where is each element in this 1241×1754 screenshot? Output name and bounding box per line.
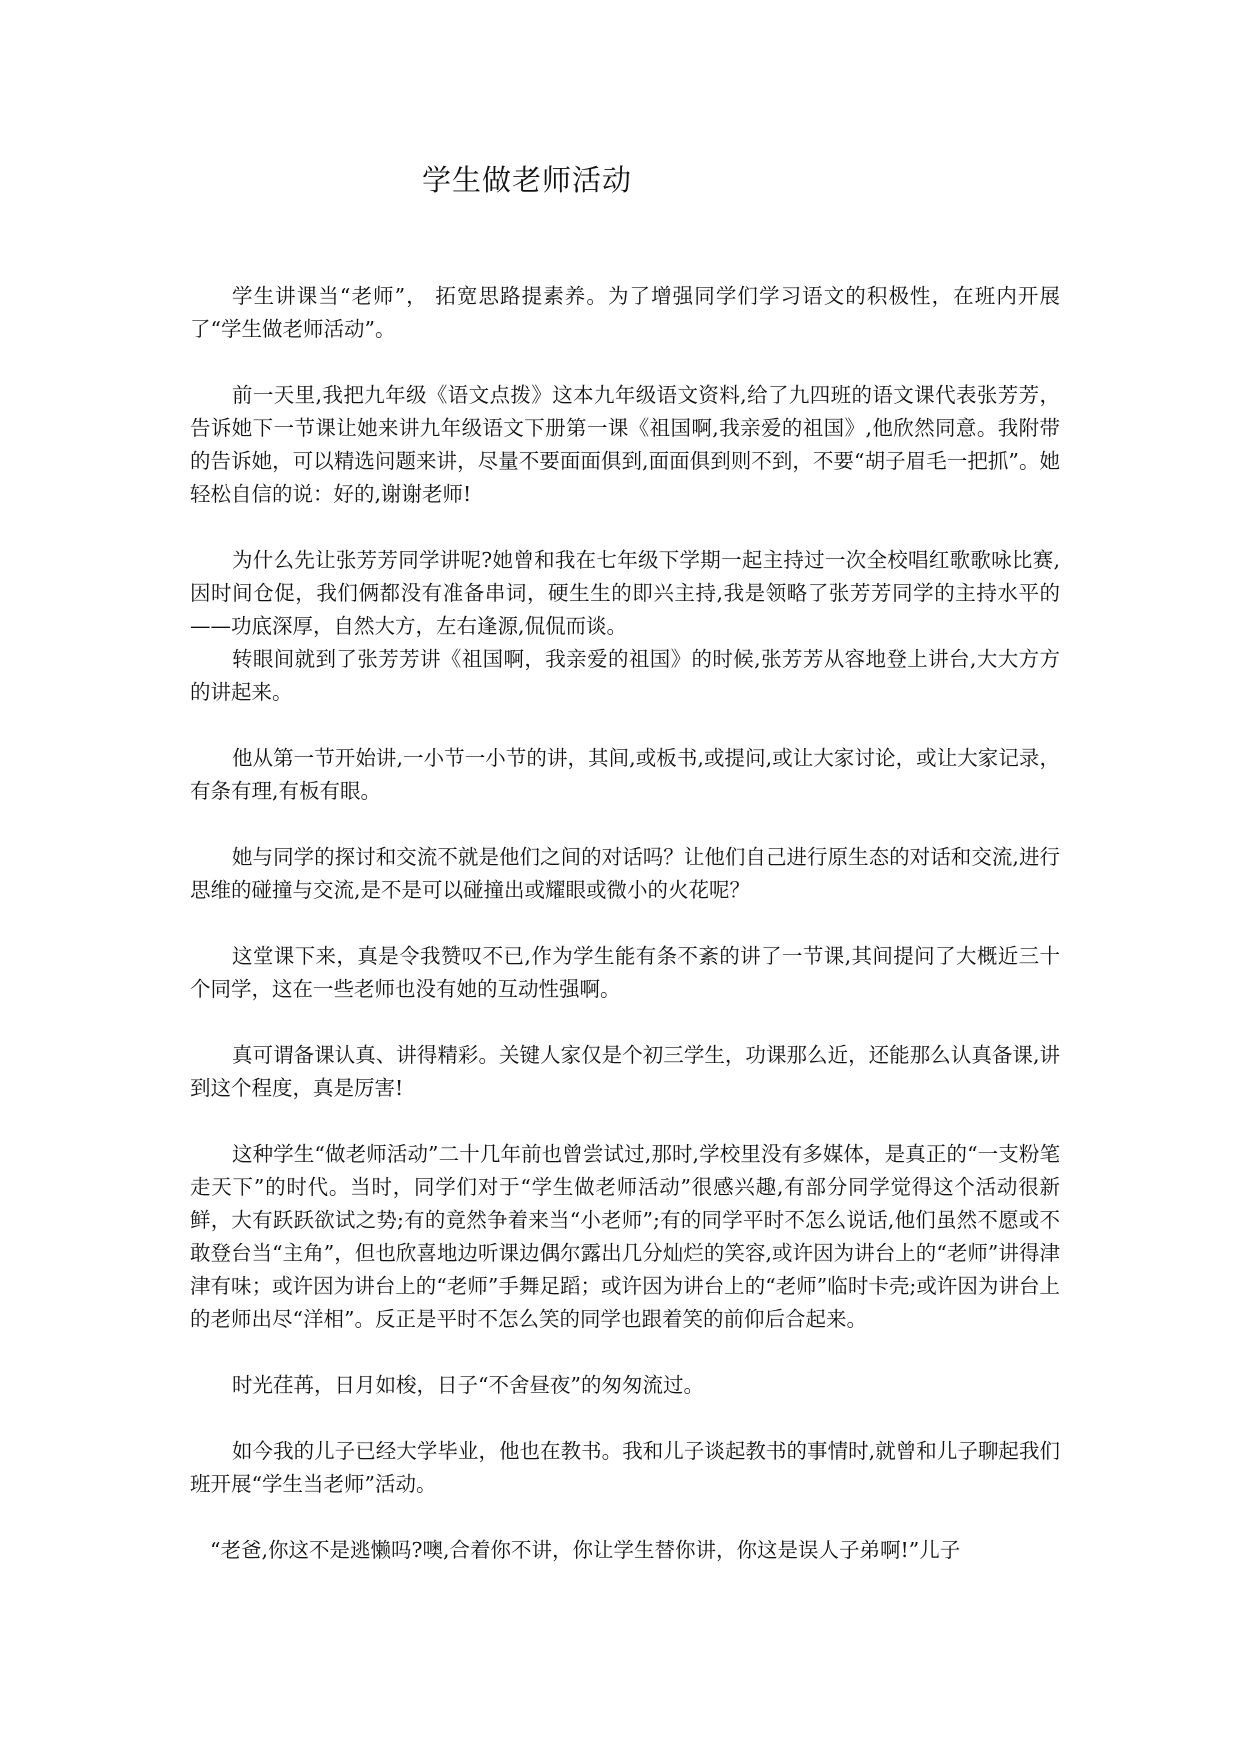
paragraph-10: 时光荏苒，日月如梭，日子“不舍昼夜”的匆匆流过。 — [232, 1373, 704, 1397]
paragraph-5: 他从第一节开始讲,一小节一小节的讲，其间,或板书,或提问,或让大家讨论，或让大家记录，有条有理,有板有眼。 — [190, 746, 1060, 803]
paragraph-4: 转眼间就到了张芳芳讲《祖国啊，我亲爱的祖国》的时候,张芳芳从容地登上讲台,大大方方的讲起来。 — [190, 647, 1060, 704]
paragraph-9: 这种学生“做老师活动”二十几年前也曾尝试过,那时,学校里没有多媒体，是真正的“一支粉笔走天下”的时代。当时，同学们对于“学生做老师活动”很感兴趣,有部分同学觉得这个活动很新鲜，大有跃跃欲试之势;有的竟然争着来当“小老师”;有的同学平时不怎么说话,他们虽然不愿或不敢登台当“主角”，但也欣喜地边听课边偶尔露出几分灿烂的笑容,或许因为讲台上的“老师”讲得津津有味；或许因为讲台上的“老师”手舞足蹈；或许因为讲台上的“老师”临时卡壳;或许因为讲台上的老师出尽“洋相”。反正是平时不怎么笑的同学也跟着笑的前仰后合起来。 — [190, 1142, 1060, 1331]
paragraph-7: 这堂课下来，真是令我赞叹不已,作为学生能有条不紊的讲了一节课,其间提问了大概近三十个同学，这在一些老师也没有她的互动性强啊。 — [190, 944, 1060, 1001]
paragraph-2: 前一天里,我把九年级《语文点拨》这本九年级语文资料,给了九四班的语文课代表张芳芳，告诉她下一节课让她来讲九年级语文下册第一课《祖国啊,我亲爱的祖国》,他欣然同意。我附带的告诉她，可以精选问题来讲，尽量不要面面俱到,面面俱到则不到，不要“胡子眉毛一把抓”。她轻松自信的说：好的,谢谢老师! — [190, 383, 1060, 506]
paragraph-8: 真可谓备课认真、讲得精彩。关键人家仅是个初三学生，功课那么近，还能那么认真备课,讲到这个程度，真是厉害! — [190, 1043, 1060, 1100]
paragraph-1: 学生讲课当“老师”， 拓宽思路提素养。为了增强同学们学习语文的积极性，在班内开展了“学生做老师活动”。 — [190, 284, 1060, 341]
document-title: 学生做老师活动 — [422, 163, 633, 197]
paragraph-11: 如今我的儿子已经大学毕业，他也在教书。我和儿子谈起教书的事情时,就曾和儿子聊起我们班开展“学生当老师”活动。 — [190, 1439, 1060, 1496]
document-body — [190, 280, 1060, 1567]
paragraph-6: 她与同学的探讨和交流不就是他们之间的对话吗？让他们自己进行原生态的对话和交流,进行思维的碰撞与交流,是不是可以碰撞出或耀眼或微小的火花呢？ — [190, 845, 1060, 902]
paragraph-12: “老爸,你这不是逃懒吗?噢,合着你不讲，你让学生替你讲，你这是误人子弟啊!”儿子 — [210, 1538, 961, 1562]
paragraph-3: 为什么先让张芳芳同学讲呢?她曾和我在七年级下学期一起主持过一次全校唱红歌歌咏比赛,因时间仓促，我们俩都没有准备串词，硬生生的即兴主持,我是领略了张芳芳同学的主持水平的——功底深厚，自然大方，左右逢源,侃侃而谈。 — [190, 548, 1060, 638]
